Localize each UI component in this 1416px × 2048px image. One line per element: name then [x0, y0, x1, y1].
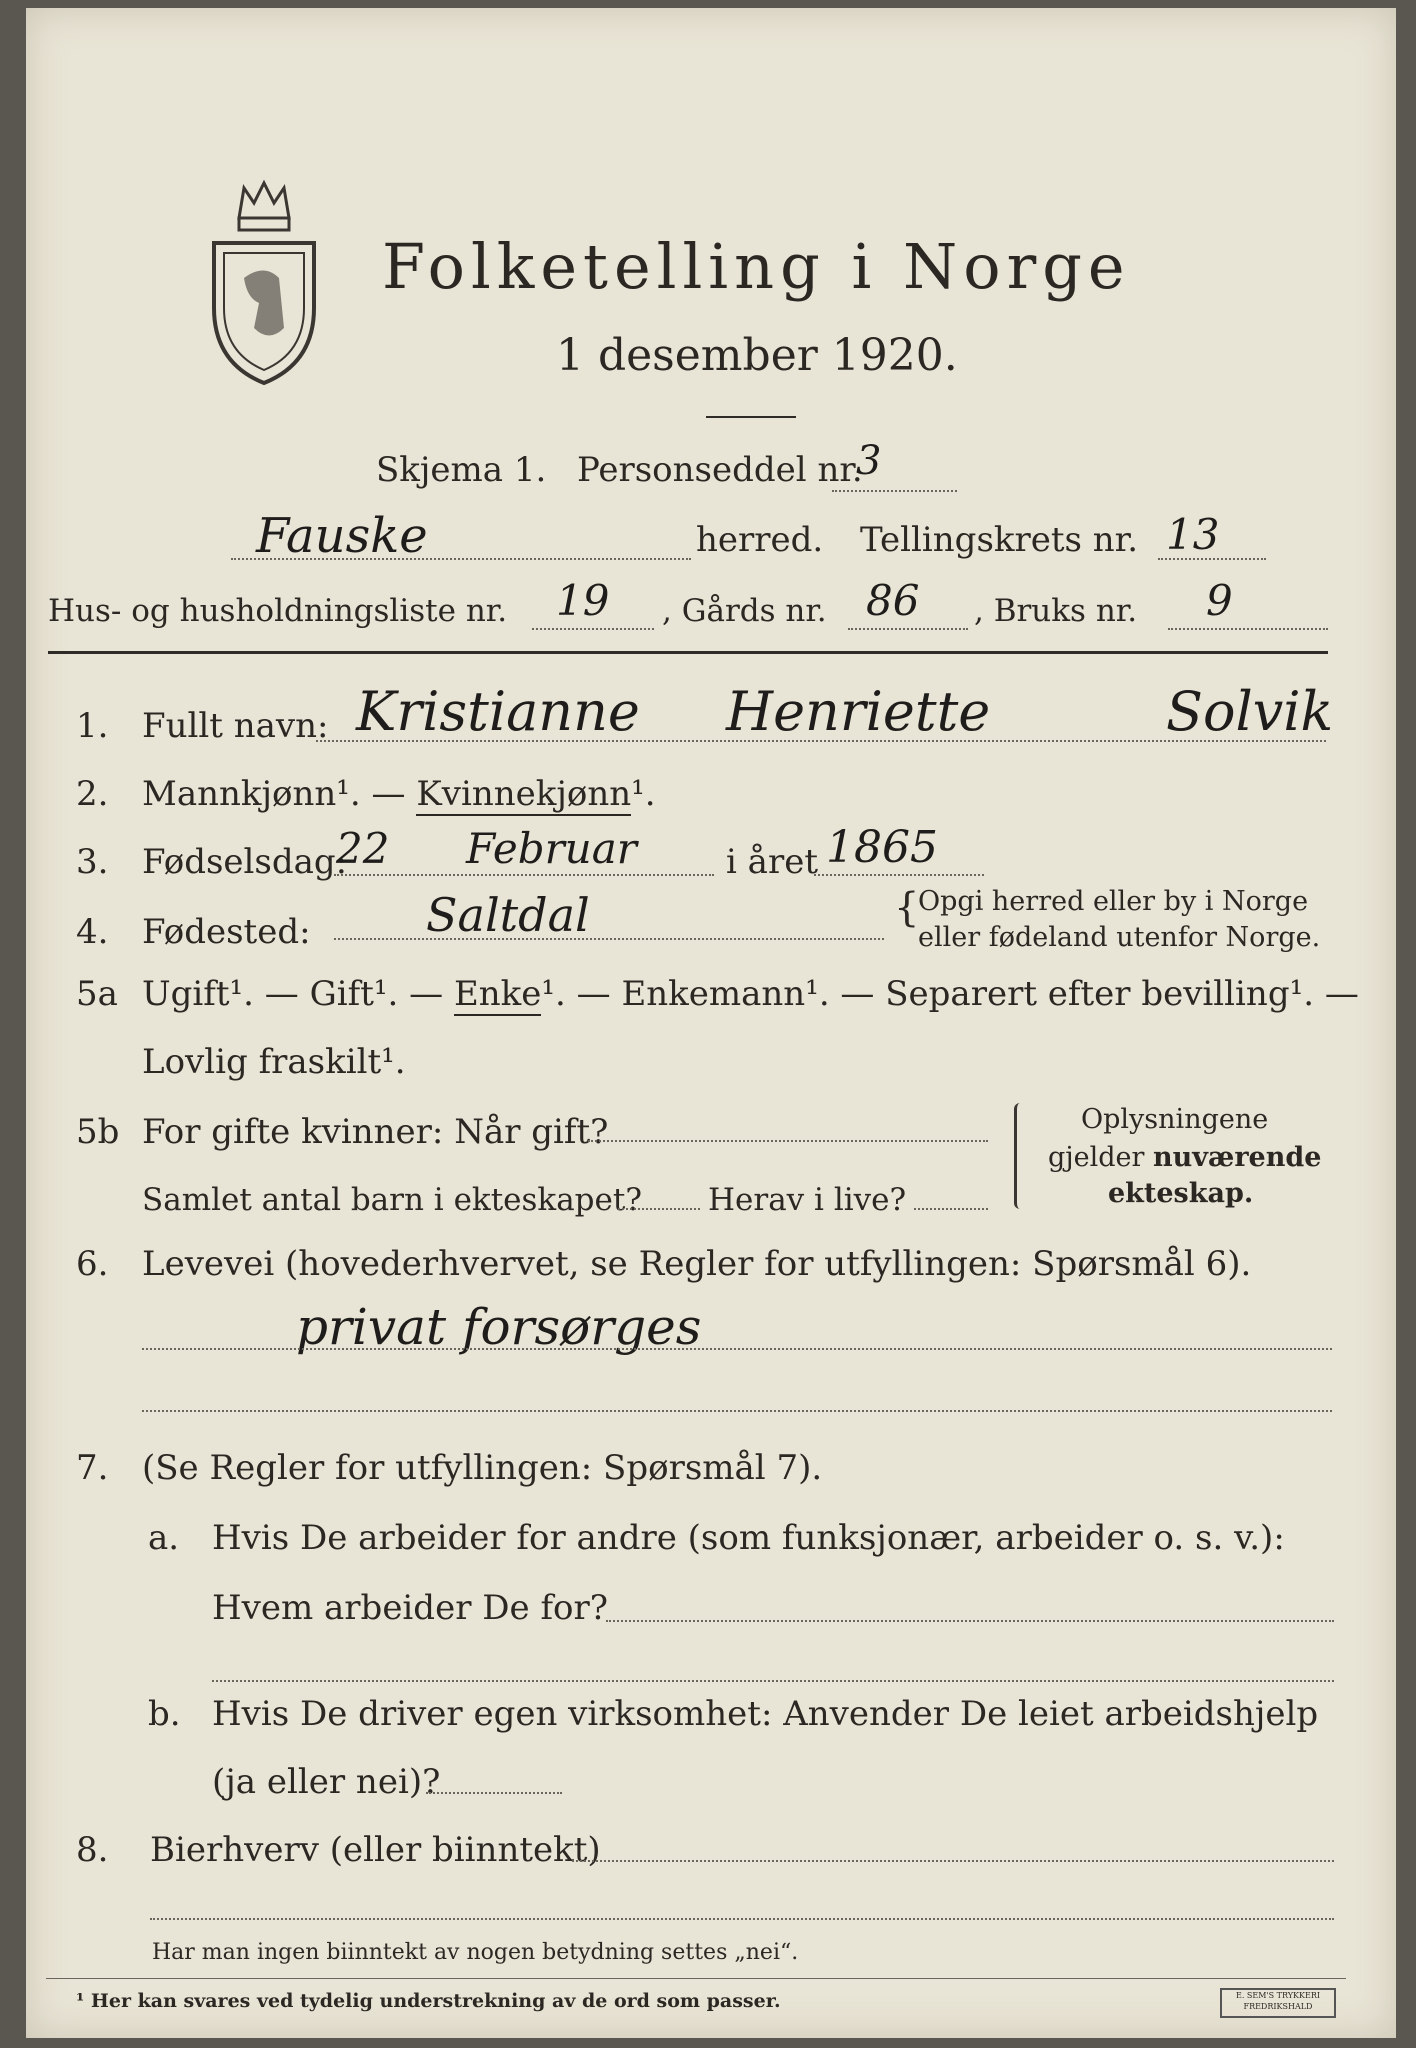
norwegian-coat-of-arms-icon — [209, 178, 319, 388]
q5b-children-label: Samlet antal barn i ekteskapet? — [142, 1182, 642, 1218]
q6-line-1 — [142, 1348, 1332, 1350]
q5b-note-line-2 — [1048, 1142, 1321, 1173]
q3-day-value: 22 — [336, 824, 390, 873]
q8-label: Bierhverv (eller biinntekt) — [150, 1830, 601, 1870]
q5b-note-gjelder: gjelder — [1048, 1142, 1145, 1173]
q4-number: 4. — [76, 912, 109, 952]
q6-label: Levevei (hovederhvervet, se Regler for utfyllingen: Spørsmål 6). — [142, 1244, 1252, 1284]
q1-value-first-name: Kristianne — [356, 680, 640, 743]
gards-value: 86 — [866, 576, 920, 625]
q6-value: privat forsørges — [296, 1298, 702, 1356]
q2-option-female-marked: Kvinnekjønn — [416, 774, 632, 814]
printer-stamp: E. SEM'S TRYKKERI FREDRIKSHALD — [1220, 1988, 1336, 2018]
q2-option-male: Mannkjønn¹. — — [142, 774, 406, 814]
skjema-label: Skjema 1. — [376, 450, 547, 490]
q5a-option-unmarried-married: Ugift¹. — Gift¹. — — [142, 974, 444, 1014]
q2-footnote-mark: ¹. — [631, 774, 656, 814]
q5b-note-line-1: Oplysningene — [1081, 1104, 1269, 1135]
q2-number: 2. — [76, 774, 109, 814]
header-divider — [48, 651, 1328, 654]
q3-year-line — [814, 874, 984, 876]
q5a-option-widow-marked: Enke — [453, 974, 542, 1014]
q4-value: Saltdal — [426, 888, 590, 942]
q7b-number: b. — [148, 1694, 181, 1734]
personseddel-label: Personseddel nr. — [577, 450, 863, 490]
q4-note-line-2: eller fødeland utenfor Norge. — [918, 922, 1321, 953]
q5b-children-line — [618, 1208, 700, 1210]
husliste-label: Hus- og husholdningsliste nr. — [48, 593, 508, 629]
census-form-page — [26, 8, 1396, 2038]
husliste-value: 19 — [556, 576, 610, 625]
tellingskrets-label: Tellingskrets nr. — [860, 520, 1139, 560]
herred-label: herred. — [696, 520, 824, 560]
q4-label: Fødested: — [142, 912, 311, 952]
q1-value-middle-name: Henriette — [726, 680, 991, 743]
q7-number: 7. — [76, 1448, 109, 1488]
q4-note-line-1: Opgi herred eller by i Norge — [918, 886, 1309, 917]
q5a-option-rest: ¹. — Enkemann¹. — Separert efter bevilling¹. — — [541, 974, 1359, 1014]
q5b-note-line-3: ekteskap. — [1108, 1178, 1254, 1209]
footer-note: Har man ingen biinntekt av nogen betydning settes „nei“. — [152, 1940, 799, 1965]
q8-number: 8. — [76, 1830, 109, 1870]
q3-label: Fødselsdag: — [142, 842, 348, 882]
q7b-line — [426, 1792, 562, 1794]
q3-year-label: i året — [726, 842, 818, 882]
q5a-number: 5a — [76, 974, 118, 1014]
q1-value-surname: Solvik — [1166, 680, 1334, 743]
gards-label: , Gårds nr. — [662, 593, 827, 629]
personseddel-line — [832, 490, 957, 492]
herred-line — [231, 558, 691, 560]
q8-line-2 — [150, 1918, 1334, 1920]
q3-year-value: 1865 — [826, 822, 938, 873]
q7-label: (Se Regler for utfyllingen: Spørsmål 7). — [142, 1448, 823, 1488]
q2-options — [142, 774, 656, 814]
q8-line-1 — [572, 1860, 1334, 1862]
title-divider — [706, 416, 796, 418]
gards-line — [848, 628, 968, 630]
q7a-label-1: Hvis De arbeider for andre (som funksjonær, arbeider o. s. v.): — [212, 1518, 1285, 1558]
q1-number: 1. — [76, 706, 109, 746]
bruks-label: , Bruks nr. — [974, 593, 1138, 629]
form-title: Folketelling i Norge — [382, 230, 1131, 303]
q5b-note-current: nuværende — [1153, 1142, 1322, 1173]
q7a-line-1 — [606, 1620, 1334, 1622]
tellingskrets-value: 13 — [1166, 510, 1220, 559]
q7a-line-2 — [212, 1680, 1334, 1682]
q1-label: Fullt navn: — [142, 706, 329, 746]
bruks-line — [1168, 628, 1328, 630]
q3-number: 3. — [76, 842, 109, 882]
q5b-alive-line — [914, 1208, 988, 1210]
personseddel-value: 3 — [856, 438, 882, 484]
q3-date-line — [334, 874, 714, 876]
census-date: 1 desember 1920. — [556, 330, 958, 381]
bruks-value: 9 — [1206, 576, 1233, 625]
q6-line-2 — [142, 1410, 1332, 1412]
footnote: ¹ Her kan svares ved tydelig understrekning av de ord som passer. — [76, 1990, 781, 2012]
q7b-label-1: Hvis De driver egen virksomhet: Anvender De leiet arbeidshjelp — [212, 1694, 1319, 1734]
q7a-label-2: Hvem arbeider De for? — [212, 1588, 608, 1628]
husliste-line — [532, 628, 654, 630]
q7b-label-2: (ja eller nei)? — [212, 1762, 441, 1802]
footer-divider — [46, 1978, 1346, 1979]
herred-value: Fauske — [256, 508, 428, 564]
q4-brace: { — [894, 885, 920, 931]
q7a-number: a. — [148, 1518, 180, 1558]
q3-month-value: Februar — [466, 824, 637, 873]
q5b-when-married-line — [588, 1140, 988, 1142]
q4-line — [334, 938, 884, 940]
q5b-number: 5b — [76, 1112, 120, 1152]
q5a-option-divorced: Lovlig fraskilt¹. — [142, 1042, 406, 1082]
q6-number: 6. — [76, 1244, 109, 1284]
q5b-bracket — [1014, 1103, 1021, 1209]
q5a-options — [142, 974, 1359, 1014]
q5b-when-married-label: For gifte kvinner: Når gift? — [142, 1112, 609, 1152]
q5b-alive-label: Herav i live? — [708, 1182, 907, 1218]
